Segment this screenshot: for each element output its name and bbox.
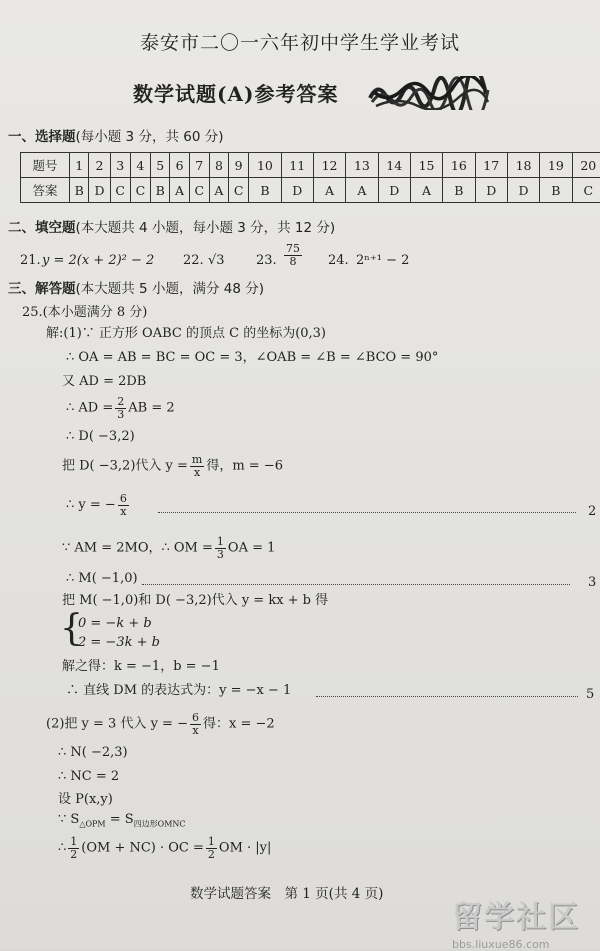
fraction-denominator: x bbox=[190, 725, 201, 737]
answer-cell: A bbox=[170, 178, 189, 203]
answer-table bbox=[20, 152, 600, 203]
site-watermark bbox=[452, 892, 580, 951]
solution-text: OA = 1 bbox=[228, 541, 275, 556]
section1-heading bbox=[8, 131, 223, 145]
question-number: 1 bbox=[70, 153, 89, 178]
answer-cell: A bbox=[209, 178, 228, 203]
q23-number: 23. bbox=[256, 254, 277, 267]
q23-denominator: 8 bbox=[284, 256, 302, 268]
fraction-numerator: m bbox=[190, 454, 204, 467]
solution-text: ∴ AD = bbox=[66, 401, 113, 416]
q24-answer: 2ⁿ⁺¹ − 2 bbox=[356, 254, 409, 267]
question-number: 11 bbox=[281, 153, 313, 178]
answer-cell: D bbox=[378, 178, 410, 203]
q22-number: 22. bbox=[183, 254, 204, 267]
score-mark: 5 bbox=[586, 688, 594, 701]
solution-line bbox=[66, 493, 131, 517]
q25-heading: 25.(本小题满分 8 分) bbox=[22, 306, 147, 319]
answer-cell: B bbox=[540, 178, 572, 203]
answer-cell: B bbox=[249, 178, 281, 203]
q24-number: 24. bbox=[328, 254, 349, 267]
answer-key-title: 数学试题(A)参考答案 bbox=[133, 84, 338, 104]
section3-heading bbox=[8, 283, 264, 297]
question-number: 18 bbox=[507, 153, 539, 178]
table-row-numbers bbox=[21, 153, 600, 178]
section2-note: (本大题共 4 小题，每小题 3 分，共 12 分) bbox=[76, 220, 336, 236]
question-number: 15 bbox=[410, 153, 442, 178]
question-number: 8 bbox=[209, 153, 228, 178]
question-number: 13 bbox=[346, 153, 378, 178]
solution-line: ∴ M( −1,0) bbox=[66, 572, 138, 585]
section2-heading bbox=[8, 222, 335, 236]
solution-line: ∴ OA = AB = BC = OC = 3，∠OAB = ∠B = ∠BCO = 90° bbox=[66, 351, 438, 364]
solution-line: 解之得：k = −1，b = −1 bbox=[62, 660, 220, 673]
answer-cell: C bbox=[572, 178, 600, 203]
solution-line: ∴ D( −3,2) bbox=[66, 430, 135, 443]
answer-cell: B bbox=[443, 178, 475, 203]
section2-title: 二、填空题 bbox=[8, 220, 76, 236]
dotted-leader bbox=[158, 512, 576, 513]
solution-text: ∵ S bbox=[58, 812, 79, 827]
q22-answer: √3 bbox=[208, 254, 225, 267]
solution-line bbox=[58, 813, 186, 829]
q23-answer bbox=[282, 243, 304, 267]
equation-line: 0 = −k + b bbox=[78, 617, 152, 630]
fraction-denominator: 2 bbox=[206, 849, 217, 861]
q23-numerator: 75 bbox=[284, 243, 302, 256]
solution-line: 解:(1)∵ 正方形 OABC 的顶点 C 的坐标为(0,3) bbox=[46, 327, 326, 340]
solution-line bbox=[62, 454, 283, 478]
question-number: 9 bbox=[229, 153, 249, 178]
equation-line: 2 = −3k + b bbox=[78, 636, 160, 649]
subscript: 四边形OMNC bbox=[134, 820, 186, 829]
solution-text: ∵ AM = 2MO，∴ OM = bbox=[62, 541, 213, 556]
answer-cell: D bbox=[475, 178, 507, 203]
dotted-leader bbox=[142, 584, 570, 585]
row-label-answer: 答案 bbox=[21, 178, 70, 203]
solution-line: ∴ NC = 2 bbox=[58, 770, 119, 783]
solution-text: ∴ y = − bbox=[66, 498, 116, 513]
answer-cell: D bbox=[89, 178, 110, 203]
question-number: 5 bbox=[151, 153, 170, 178]
fraction-denominator: 2 bbox=[68, 849, 79, 861]
answer-cell: B bbox=[151, 178, 170, 203]
solution-line: ∴ N( −2,3) bbox=[58, 746, 128, 759]
answer-cell: A bbox=[410, 178, 442, 203]
section3-title: 三、解答题 bbox=[8, 281, 76, 297]
solution-line: ∴ 直线 DM 的表达式为：y = −x − 1 bbox=[66, 684, 291, 697]
fraction-numerator: 2 bbox=[115, 396, 126, 409]
solution-line bbox=[66, 396, 175, 420]
fraction-denominator: 3 bbox=[215, 549, 226, 561]
solution-text: OM · |y| bbox=[219, 841, 271, 856]
exam-title: 泰安市二〇一六年初中学生学业考试 bbox=[140, 34, 460, 53]
question-number: 19 bbox=[540, 153, 572, 178]
answer-cell: C bbox=[110, 178, 130, 203]
answer-cell: C bbox=[229, 178, 249, 203]
answer-cell: C bbox=[189, 178, 209, 203]
question-number: 4 bbox=[130, 153, 150, 178]
answer-cell: A bbox=[313, 178, 345, 203]
section3-note: (本大题共 5 小题，满分 48 分) bbox=[76, 281, 264, 297]
score-mark: 2 bbox=[588, 505, 596, 518]
q21-number: 21. bbox=[20, 254, 41, 267]
score-mark: 3 bbox=[588, 576, 596, 589]
question-number: 12 bbox=[313, 153, 345, 178]
answer-cell: D bbox=[507, 178, 539, 203]
solution-line bbox=[58, 836, 271, 860]
fraction-numerator: 1 bbox=[68, 836, 79, 849]
answer-cell: D bbox=[281, 178, 313, 203]
question-number: 10 bbox=[249, 153, 281, 178]
q21-answer: y = 2(x + 2)² − 2 bbox=[42, 254, 154, 267]
solution-text: (OM + NC) · OC = bbox=[81, 841, 204, 856]
solution-text: = S bbox=[106, 812, 134, 827]
answer-cell: B bbox=[70, 178, 89, 203]
fraction-numerator: 1 bbox=[215, 536, 226, 549]
fraction-denominator: x bbox=[118, 506, 129, 518]
fraction-numerator: 6 bbox=[118, 493, 129, 506]
question-number: 3 bbox=[110, 153, 130, 178]
solution-text: 把 D( −3,2)代入 y = bbox=[62, 459, 188, 474]
system-brace: { bbox=[60, 611, 83, 647]
question-number: 14 bbox=[378, 153, 410, 178]
subscript: △OPM bbox=[79, 820, 105, 829]
solution-line: 设 P(x,y) bbox=[58, 793, 113, 806]
solution-line bbox=[62, 536, 275, 560]
watermark-brand: 留学社区 bbox=[452, 892, 580, 936]
fraction-denominator: x bbox=[190, 467, 204, 479]
row-label-number: 题号 bbox=[21, 153, 70, 178]
dotted-leader bbox=[316, 696, 578, 697]
answer-cell: A bbox=[346, 178, 378, 203]
section1-note: (每小题 3 分，共 60 分) bbox=[76, 129, 224, 145]
fraction-numerator: 6 bbox=[190, 712, 201, 725]
solution-line: 又 AD = 2DB bbox=[62, 375, 146, 388]
question-number: 17 bbox=[475, 153, 507, 178]
question-number: 2 bbox=[89, 153, 110, 178]
watermark-url: bbs.liuxue86.com bbox=[452, 938, 580, 951]
question-number: 6 bbox=[170, 153, 189, 178]
answer-cell: C bbox=[130, 178, 150, 203]
section1-title: 一、选择题 bbox=[8, 129, 76, 145]
solution-text: ∴ bbox=[58, 841, 66, 856]
redaction-scribble bbox=[368, 76, 490, 110]
page-footer: 数学试题答案 第 1 页(共 4 页) bbox=[190, 888, 383, 902]
fraction-denominator: 3 bbox=[115, 409, 126, 421]
question-number: 7 bbox=[189, 153, 209, 178]
table-row-answers bbox=[21, 178, 600, 203]
solution-text: AB = 2 bbox=[128, 401, 174, 416]
solution-line bbox=[46, 712, 275, 736]
solution-text: (2)把 y = 3 代入 y = − bbox=[46, 717, 188, 732]
fraction-numerator: 1 bbox=[206, 836, 217, 849]
solution-text: 得，m = −6 bbox=[206, 459, 283, 474]
solution-line: 把 M( −1,0)和 D( −3,2)代入 y = kx + b 得 bbox=[62, 594, 328, 607]
question-number: 20 bbox=[572, 153, 600, 178]
question-number: 16 bbox=[443, 153, 475, 178]
solution-text: 得：x = −2 bbox=[203, 717, 275, 732]
